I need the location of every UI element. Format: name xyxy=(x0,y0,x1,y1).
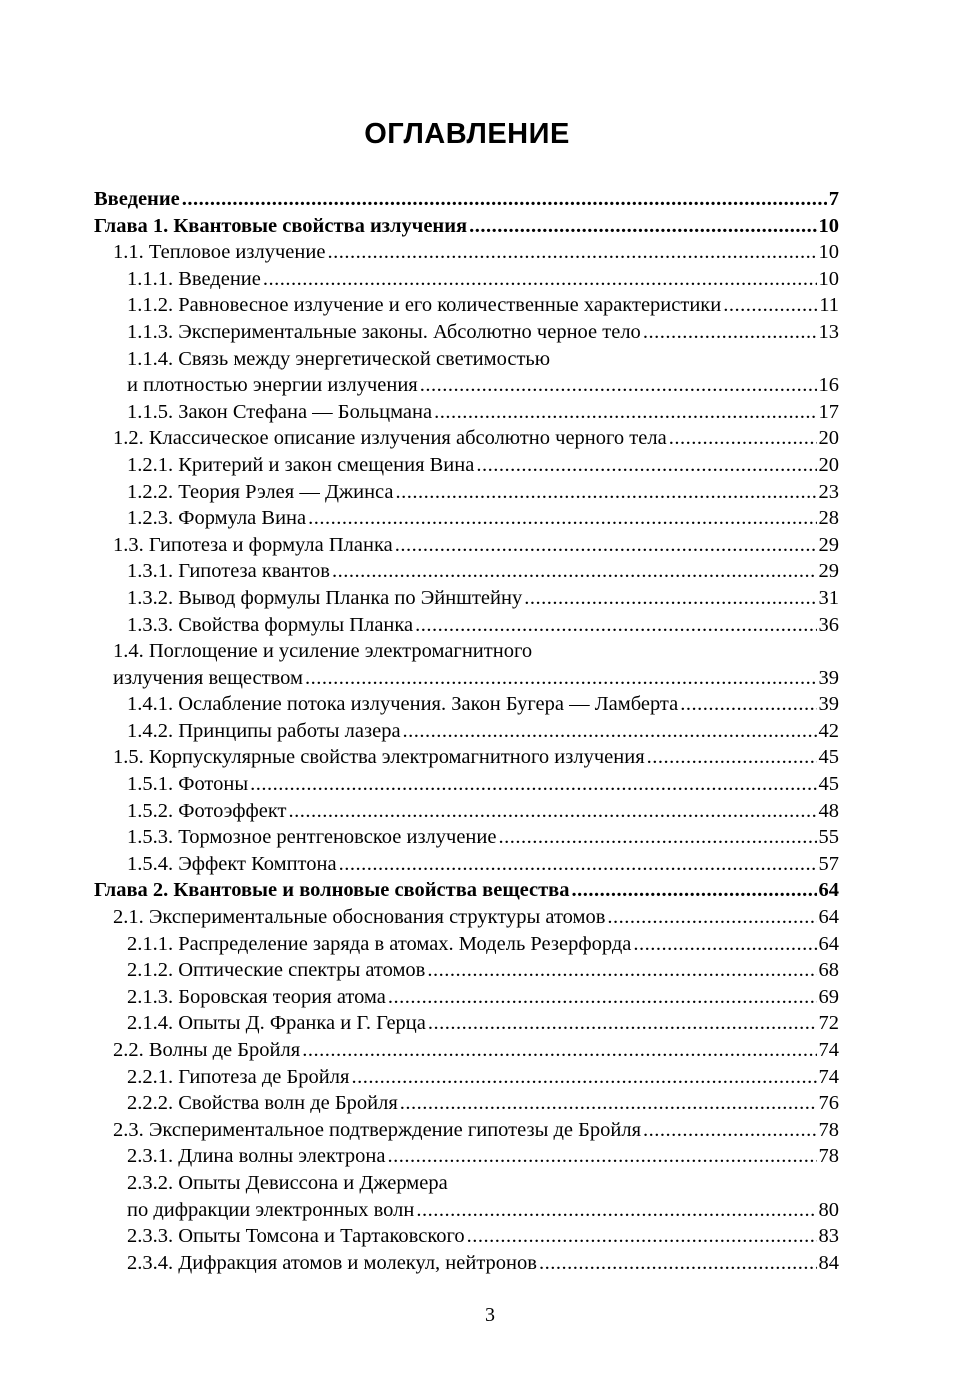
toc-entry xyxy=(94,904,839,931)
dot-leader xyxy=(643,319,817,346)
toc-entry xyxy=(94,1223,839,1250)
toc-entry xyxy=(94,691,839,718)
toc-entry xyxy=(94,771,839,798)
toc-entry-page: 10 xyxy=(818,241,839,264)
toc-entry-title: 1.2. Классическое описание излучения абсолютно черного тела xyxy=(113,427,667,450)
toc-entry xyxy=(94,505,839,532)
toc-entry-page: 31 xyxy=(818,586,839,609)
toc-entry-title: 1.3.2. Вывод формулы Планка по Эйнштейну xyxy=(127,586,523,609)
toc-entry xyxy=(94,612,839,639)
toc-entry xyxy=(94,1117,839,1144)
toc-entry xyxy=(94,824,839,851)
toc-entry xyxy=(94,319,839,346)
dot-leader xyxy=(633,931,816,958)
toc-entry xyxy=(94,1010,839,1037)
dot-leader xyxy=(643,1117,816,1144)
dot-leader xyxy=(469,213,816,240)
toc-entry-page: 83 xyxy=(818,1225,839,1248)
toc-entry-title-continued: по дифракции электронных волн xyxy=(127,1198,415,1221)
toc-entry xyxy=(94,638,839,691)
toc-entry-title: 1.1.3. Экспериментальные законы. Абсолютно черное тело xyxy=(127,320,641,343)
toc-entry-page: 55 xyxy=(818,826,839,849)
toc-entry xyxy=(94,877,839,904)
toc-entry-title: 2.2. Волны де Бройля xyxy=(113,1039,301,1061)
dot-leader xyxy=(396,479,817,506)
toc-entry-title: 1.1. Тепловое излучение xyxy=(113,241,326,264)
toc-entry xyxy=(94,399,839,426)
toc-entry-title: 2.3.1. Длина волны электрона xyxy=(127,1145,386,1168)
toc-entry-page: 13 xyxy=(818,320,839,343)
page-number: 3 xyxy=(485,1304,495,1326)
toc-entry xyxy=(94,984,839,1011)
toc-entry-title: 2.3.3. Опыты Томсона и Тартаковского xyxy=(127,1225,465,1248)
dot-leader xyxy=(524,585,816,612)
toc-entry-page: 10 xyxy=(818,267,839,290)
dot-leader xyxy=(434,399,816,426)
toc-entry-page: 29 xyxy=(818,533,839,556)
toc-entry-page: 20 xyxy=(818,453,839,476)
toc-entry-title: 2.3.2. Опыты Девиссона и Джермера xyxy=(127,1171,448,1194)
dot-leader xyxy=(428,1010,817,1037)
dot-leader xyxy=(308,505,816,532)
toc-entry xyxy=(94,718,839,745)
toc-entry xyxy=(94,931,839,958)
toc-entry-page: 11 xyxy=(819,294,839,317)
toc-entry xyxy=(94,452,839,479)
toc-entry-page: 72 xyxy=(818,1012,839,1035)
dot-leader xyxy=(723,292,817,319)
toc-entry-title: 1.4.2. Принципы работы лазера xyxy=(127,719,401,742)
toc-entry-page: 69 xyxy=(818,985,839,1008)
toc-entry-title: 1.1.5. Закон Стефана — Больцмана xyxy=(127,400,433,423)
toc-entry xyxy=(94,346,839,399)
dot-leader xyxy=(387,1143,816,1170)
toc-entry-title: Введение xyxy=(94,188,180,210)
toc-entry xyxy=(94,558,839,585)
dot-leader xyxy=(327,239,816,266)
dot-leader xyxy=(250,771,816,798)
toc-entry-page: 68 xyxy=(818,959,839,982)
dot-leader xyxy=(427,957,816,984)
toc-entry-page: 45 xyxy=(818,746,839,769)
dot-leader xyxy=(415,612,816,639)
toc-entry-page: 29 xyxy=(818,560,839,583)
toc-entry-page: 74 xyxy=(818,1039,839,1061)
dot-leader xyxy=(539,1250,817,1277)
table-of-contents xyxy=(94,186,839,1276)
toc-entry-title: 2.2.1. Гипотеза де Бройля xyxy=(127,1065,350,1088)
toc-entry-title: 1.4. Поглощение и усиление электромагнитного xyxy=(113,640,533,663)
toc-entry-title: 1.3. Гипотеза и формула Планка xyxy=(113,533,393,556)
dot-leader xyxy=(669,425,817,452)
toc-entry xyxy=(94,744,839,771)
toc-entry-page: 17 xyxy=(818,400,839,423)
toc-entry-page: 23 xyxy=(818,480,839,503)
toc-entry-page: 39 xyxy=(818,666,839,689)
toc-entry-title: 2.1.1. Распределение заряда в атомах. Модель Резерфорда xyxy=(127,932,632,955)
toc-entry-title: 1.1.4. Связь между энергетической светимостью xyxy=(127,347,551,370)
dot-leader xyxy=(182,186,827,213)
toc-entry-title: 1.4.1. Ослабление потока излучения. Закон Бугера — Ламберта xyxy=(127,693,679,716)
toc-entry xyxy=(94,266,839,293)
toc-entry-page: 64 xyxy=(818,879,839,902)
toc-entry xyxy=(94,1250,839,1277)
toc-entry-title: 1.1.2. Равновесное излучение и его количественные характеристики xyxy=(127,294,722,317)
toc-entry xyxy=(94,1090,839,1117)
toc-entry-title: 1.5.4. Эффект Комптона xyxy=(127,852,337,875)
toc-entry xyxy=(94,239,839,266)
toc-entry-title: 2.1.2. Оптические спектры атомов xyxy=(127,959,426,982)
toc-entry xyxy=(94,186,839,213)
toc-entry-title: 1.5.3. Тормозное рентгеновское излучение xyxy=(127,826,497,849)
toc-entry-page: 84 xyxy=(818,1251,839,1274)
toc-entry xyxy=(94,1037,839,1064)
toc-entry-title: 1.3.1. Гипотеза квантов xyxy=(127,560,330,583)
toc-entry-title: 2.3. Экспериментальное подтверждение гипотезы де Бройля xyxy=(113,1118,642,1141)
toc-entry-title: 2.1.3. Боровская теория атома xyxy=(127,985,386,1008)
toc-entry xyxy=(94,425,839,452)
dot-leader xyxy=(263,266,817,293)
toc-entry-page: 64 xyxy=(818,932,839,955)
dot-leader xyxy=(289,798,817,825)
toc-entry-page: 28 xyxy=(818,507,839,530)
dot-leader xyxy=(467,1223,817,1250)
toc-entry-title: 1.5.2. Фотоэффект xyxy=(127,799,287,822)
toc-entry-page: 45 xyxy=(818,773,839,796)
dot-leader xyxy=(388,984,817,1011)
toc-entry-page: 7 xyxy=(828,188,839,210)
toc-entry xyxy=(94,957,839,984)
toc-entry-page: 42 xyxy=(818,719,839,742)
dot-leader xyxy=(647,744,817,771)
toc-entry-title: 1.1.1. Введение xyxy=(127,267,261,290)
toc-entry-title: 2.1.4. Опыты Д. Франка и Г. Герца xyxy=(127,1012,426,1035)
dot-leader xyxy=(400,1090,817,1117)
toc-entry xyxy=(94,1143,839,1170)
toc-entry-title: 2.3.4. Дифракция атомов и молекул, нейтронов xyxy=(127,1251,537,1274)
dot-leader xyxy=(571,877,816,904)
toc-entry xyxy=(94,1064,839,1091)
toc-entry-title: 2.1. Экспериментальные обоснования структуры атомов xyxy=(113,906,606,929)
toc-entry-page: 39 xyxy=(818,693,839,716)
toc-entry xyxy=(94,532,839,559)
dot-leader xyxy=(351,1064,816,1091)
page-title: ОГЛАВЛЕНИЕ xyxy=(364,118,570,150)
dot-leader xyxy=(302,1037,816,1064)
toc-entry xyxy=(94,479,839,506)
toc-entry-title-continued: излучения веществом xyxy=(113,666,303,689)
toc-entry-title: 1.2.3. Формула Вина xyxy=(127,507,307,530)
toc-entry-page: 80 xyxy=(818,1198,839,1221)
toc-entry-page: 10 xyxy=(818,214,839,237)
toc-entry-page: 64 xyxy=(818,906,839,929)
toc-entry xyxy=(94,292,839,319)
toc-entry-page: 76 xyxy=(818,1092,839,1115)
toc-entry-page: 74 xyxy=(818,1065,839,1088)
dot-leader xyxy=(416,1197,816,1224)
toc-entry-title-continued: и плотностью энергии излучения xyxy=(127,374,418,397)
dot-leader xyxy=(332,558,817,585)
dot-leader xyxy=(476,452,816,479)
toc-entry xyxy=(94,1170,839,1223)
toc-entry-title: 2.2.2. Свойства волн де Бройля xyxy=(127,1092,398,1115)
dot-leader xyxy=(498,824,816,851)
toc-entry xyxy=(94,798,839,825)
toc-entry-page: 57 xyxy=(818,852,839,875)
toc-entry-title: 1.2.2. Теория Рэлея — Джинса xyxy=(127,480,394,503)
dot-leader xyxy=(607,904,816,931)
toc-entry-title: Глава 2. Квантовые и волновые свойства вещества xyxy=(94,879,570,902)
toc-entry-title: Глава 1. Квантовые свойства излучения xyxy=(94,214,468,237)
dot-leader xyxy=(339,851,817,878)
toc-entry-page: 36 xyxy=(818,613,839,636)
toc-entry xyxy=(94,585,839,612)
toc-entry-page: 78 xyxy=(818,1118,839,1141)
dot-leader xyxy=(305,665,817,692)
dot-leader xyxy=(395,532,817,559)
toc-entry-page: 78 xyxy=(818,1145,839,1168)
dot-leader xyxy=(420,372,817,399)
toc-entry-title: 1.3.3. Свойства формулы Планка xyxy=(127,613,414,636)
toc-entry-title: 1.5.1. Фотоны xyxy=(127,773,249,796)
dot-leader xyxy=(680,691,816,718)
dot-leader xyxy=(403,718,817,745)
toc-entry xyxy=(94,851,839,878)
toc-entry-page: 48 xyxy=(818,799,839,822)
toc-entry-title: 1.2.1. Критерий и закон смещения Вина xyxy=(127,453,475,476)
toc-entry-title: 1.5. Корпускулярные свойства электромагнитного излучения xyxy=(113,746,645,769)
toc-entry xyxy=(94,213,839,240)
toc-entry-page: 16 xyxy=(818,374,839,397)
toc-entry-page: 20 xyxy=(818,427,839,450)
